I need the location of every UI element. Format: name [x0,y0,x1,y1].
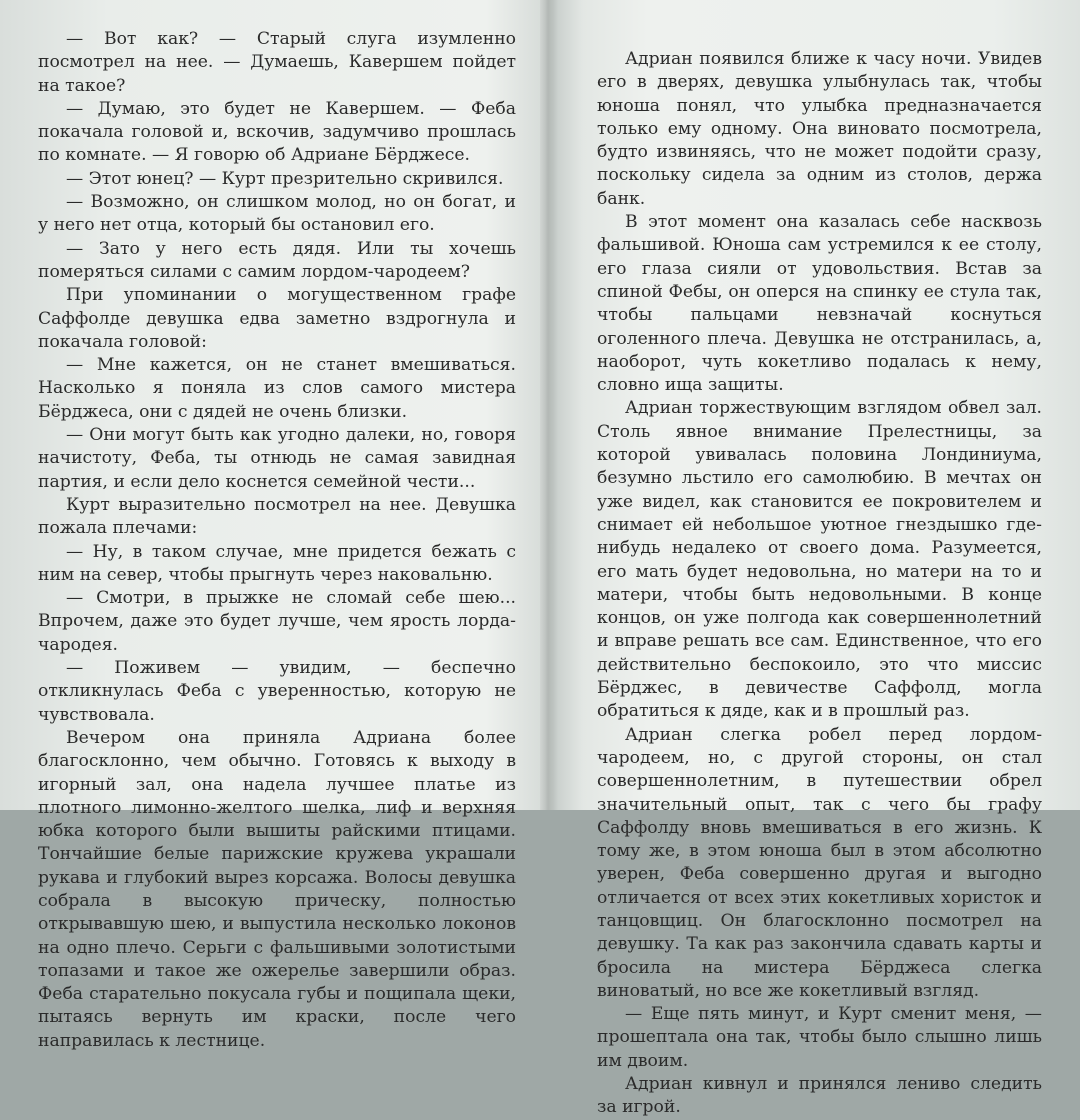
paragraph: — Поживем — увидим, — беспечно откликнулась Феба с уверенностью, которую не чувствовала. [38,658,516,725]
paragraph: — Еще пять минут, и Курт сменит меня, — прошептала она так, чтобы было слышно лишь им двоим. [597,1004,1042,1071]
paragraph: При упоминании о могущественном графе Саффолде девушка едва заметно вздрогнула и покачала головой: [38,285,516,352]
left-page [38,28,516,1053]
paragraph: — Вот как? — Старый слуга изумленно посмотрел на нее. — Думаешь, Кавершем пойдет на такое? [38,29,516,96]
paragraph: — Думаю, это будет не Кавершем. — Феба покачала головой и, вскочив, задумчиво прошлась по комнате. — Я говорю об Адриане Бёрджесе. [38,98,516,166]
paragraph: — Смотри, в прыжке не сломай себе шею... Впрочем, даже это будет лучше, чем ярость лорда-чародея. [38,588,516,655]
paragraph: — Этот юнец? — Курт презрительно скривился. [66,168,504,189]
paragraph: — Они могут быть как угодно далеки, но, говоря начистоту, Феба, ты отнюдь не самая завидная партия, и если дело коснется семейной чести... [38,425,516,492]
paragraph: Курт выразительно посмотрел на нее. Девушка пожала плечами: [38,494,516,539]
paragraph: Вечером она приняла Адриана более благосклонно, чем обычно. Готовясь к выходу в игорный зал, она надела лучшее платье из плотного лимонно-желтого шелка, лиф и верхняя юбка которого были вышиты райскими птицами. Тончайшие белые парижские кружева украшали рукава и глубокий вырез корсажа. Волосы девушка собрала в высокую прическу, полностью открывавшую шею, и выпустила несколько локонов на одно плечо. Серьги с фальшивыми золотистыми топазами и такое же ожерелье завершили образ. Феба старательно покусала губы и пощипала щеки, пытаясь вернуть им краски, после чего направилась к лестнице. [38,727,516,1051]
paragraph: — Возможно, он слишком молод, но он богат, и у него нет отца, который бы остановил его. [38,192,516,236]
paragraph: Адриан торжествующим взглядом обвел зал. Столь явное внимание Прелестницы, за которой увивалась половина Лондиниума, безумно льстило его самолюбию. В мечтах он уже видел, как становится ее покровителем и снимает ей небольшое уютное гнездышко где-нибудь недалеко от своего дома. Разумеется, его мать будет недовольна, но матери на то и матери, чтобы быть недовольными. В конце концов, он уже полгода как совершеннолетний и вправе решать все сам. Единственное, что его действительно беспокоило, это что миссис Бёрджес, в девичестве Саффолд, могла обратиться к дяде, как и в прошлый раз. [597,398,1042,722]
book-gutter [540,0,558,810]
paragraph: — Зато у него есть дядя. Или ты хочешь померяться силами с самим лордом-чародеем? [38,238,516,282]
right-page [597,48,1042,1120]
paragraph: — Ну, в таком случае, мне придется бежать с ним на север, чтобы прыгнуть через наковальню. [38,541,516,585]
paragraph: Адриан кивнул и принялся лениво следить за игрой. [597,1074,1042,1118]
paragraph: Адриан слегка робел перед лордом-чародеем, но, с другой стороны, он стал совершеннолетним, в путешествии обрел значительный опыт, так с чего бы графу Саффолду вновь вмешиваться в его жизнь. К тому же, в этом юноша был в этом абсолютно уверен, Феба совершенно другая и выгодно отличается от всех этих кокетливых хористок и танцовщиц. Он благосклонно посмотрел на девушку. Та как раз закончила сдавать карты и бросила на мистера Бёрджеса слегка виноватый, но все же кокетливый взгляд. [597,724,1042,1001]
paragraph: Адриан появился ближе к часу ночи. Увидев его в дверях, девушка улыбнулась так, чтобы юноша понял, что улыбка предназначается только ему одному. Она виновато посмотрела, будто извиняясь, что не может подойти сразу, поскольку сидела за одним из столов, держа банк. [597,49,1042,209]
paragraph: В этот момент она казалась себе насквозь фальшивой. Юноша сам устремился к ее столу, его глаза сияли от удовольствия. Встав за спиной Фебы, он оперся на спинку ее стула так, чтобы пальцами невзначай коснуться оголенного плеча. Девушка не отстранилась, а, наоборот, чуть кокетливо подалась к нему, словно ища защиты. [597,212,1042,396]
paragraph: — Мне кажется, он не станет вмешиваться. Насколько я поняла из слов самого мистера Бёрджеса, они с дядей не очень близки. [38,355,516,422]
